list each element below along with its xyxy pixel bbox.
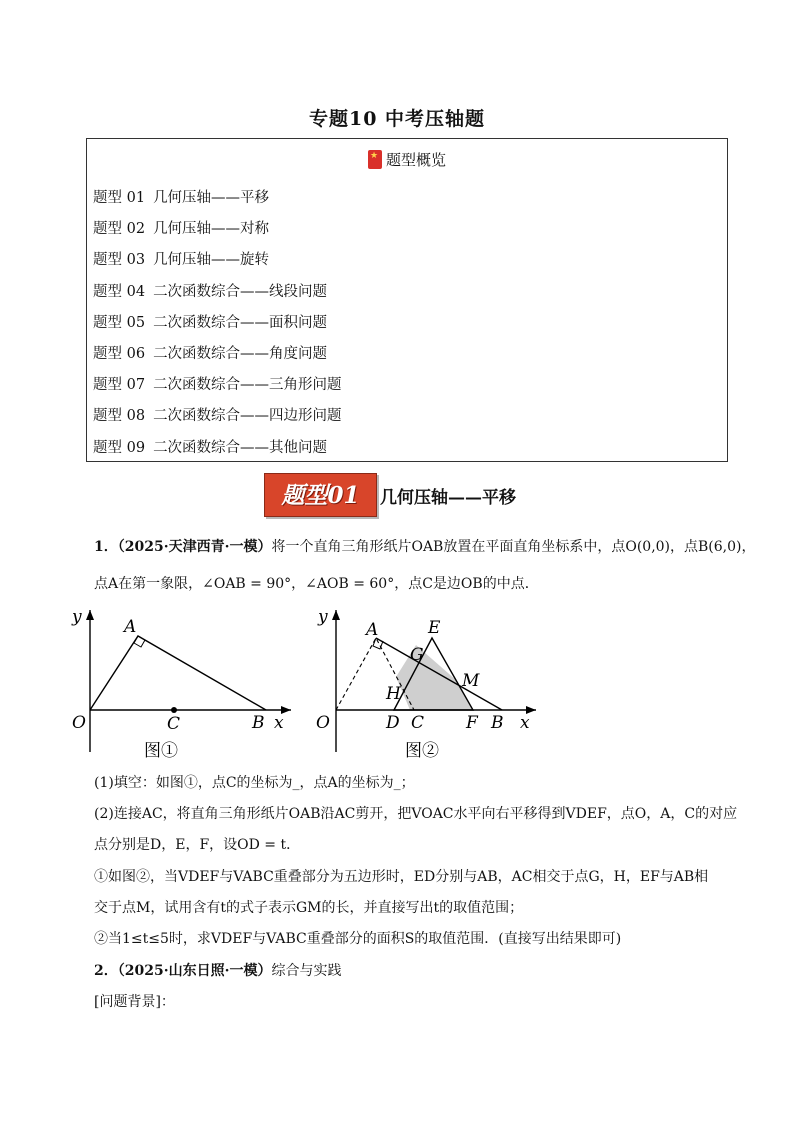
item-number: 题型 07: [93, 377, 146, 394]
fig2-label-C: C: [411, 713, 425, 733]
fig2-label-y: y: [318, 607, 328, 627]
problem2-source: （2025·山东日照·一模）: [117, 963, 272, 979]
section-badge: 题型01: [264, 473, 377, 517]
fig1-label-x: x: [274, 713, 284, 733]
fig1-label-A: A: [124, 617, 137, 637]
item-text: 二次函数综合——四边形问题: [153, 408, 342, 425]
fig2-label-x: x: [520, 713, 530, 733]
overview-item: [93, 283, 342, 314]
fig2-label-E: E: [428, 618, 441, 638]
fig2-label-B: B: [491, 713, 504, 733]
item-number: 题型 08: [93, 408, 146, 425]
problem1-part1: (1)填空：如图①，点C的坐标为_，点A的坐标为_；: [94, 775, 415, 791]
item-text: 几何压轴——旋转: [153, 252, 270, 269]
overview-item: [93, 439, 342, 470]
problem1-line1: [94, 537, 756, 557]
fig1-label-O: O: [72, 713, 86, 733]
fig1-label-B: B: [252, 713, 265, 733]
overview-list: [93, 189, 342, 470]
item-text: 二次函数综合——线段问题: [153, 283, 328, 300]
item-text: 二次函数综合——角度问题: [153, 345, 328, 362]
fig2-label-M: M: [462, 671, 480, 691]
problem1-line2: 点A在第一象限，∠OAB = 90°，∠AOB = 60°，点C是边OB的中点．: [94, 576, 539, 592]
problem1-sub1-line2: 交于点M，试用含有t的式子表示GM的长，并直接写出t的取值范围；: [94, 900, 524, 916]
item-text: 二次函数综合——面积问题: [153, 314, 328, 331]
problem1-sub1-line1: ①如图②，当VDEF与VABC重叠部分为五边形时，ED分别与AB，AC相交于点G，H，EF与AB相: [94, 869, 709, 885]
problem2-text: 综合与实践: [271, 963, 342, 979]
overview-item: [93, 376, 342, 407]
item-text: 几何压轴——对称: [153, 221, 270, 238]
figure-1: [66, 602, 296, 762]
problem2-background: [问题背景]：: [94, 994, 175, 1010]
item-text: 二次函数综合——三角形问题: [153, 377, 342, 394]
overview-item: [93, 251, 342, 282]
item-number: 题型 06: [93, 345, 146, 362]
item-number: 题型 03: [93, 252, 146, 269]
page-title: 专题10 中考压轴题: [308, 108, 486, 130]
fig2-label-H: H: [386, 684, 401, 704]
fig2-label-F: F: [466, 713, 478, 733]
problem2-line1: [94, 961, 341, 981]
problem1-part2-line1: (2)连接AC，将直角三角形纸片OAB沿AC剪开，把VOAC水平向右平移得到VDEF，点O，A，C的对应: [94, 806, 738, 822]
fig1-label-y: y: [72, 607, 82, 627]
overview-item: [93, 407, 342, 438]
item-number: 题型 01: [93, 190, 146, 206]
fig2-label-O: O: [316, 713, 330, 733]
overview-item: [93, 189, 342, 220]
fig2-label-A: A: [366, 620, 379, 640]
overview-box: [86, 138, 728, 462]
problem1-text: 将一个直角三角形纸片OAB放置在平面直角坐标系中，点O(0,0)，点B(6,0)，: [271, 539, 756, 555]
problem2-number: 2．: [94, 963, 118, 979]
problem1-source: （2025·天津西青·一模）: [117, 539, 272, 555]
item-number: 题型 05: [93, 314, 146, 331]
overview-item: [93, 220, 342, 251]
overview-heading-text: 题型概览: [385, 151, 446, 169]
fig1-caption: 图①: [144, 741, 178, 761]
problem1-number: 1．: [94, 539, 118, 555]
problem1-part2-line2: 点分别是D，E，F，设OD = t．: [94, 837, 301, 853]
item-number: 题型 02: [93, 221, 146, 238]
fig2-label-G: G: [410, 645, 424, 665]
item-text: 几何压轴——平移: [153, 190, 270, 206]
item-number: 题型 04: [93, 283, 146, 300]
figure-2: [310, 602, 550, 762]
item-text: 二次函数综合——其他问题: [153, 439, 328, 456]
overview-heading: [87, 149, 727, 170]
overview-item: [93, 314, 342, 345]
problem1-sub2: ②当1≤t≤5时，求VDEF与VABC重叠部分的面积S的取值范围．(直接写出结果即可): [94, 931, 622, 947]
section-title: 几何压轴——平移: [380, 488, 516, 508]
fig2-caption: 图②: [405, 741, 439, 761]
book-icon: [368, 150, 382, 169]
fig2-label-D: D: [386, 713, 400, 733]
fig1-label-C: C: [167, 714, 181, 734]
item-number: 题型 09: [93, 439, 146, 456]
overview-item: [93, 345, 342, 376]
